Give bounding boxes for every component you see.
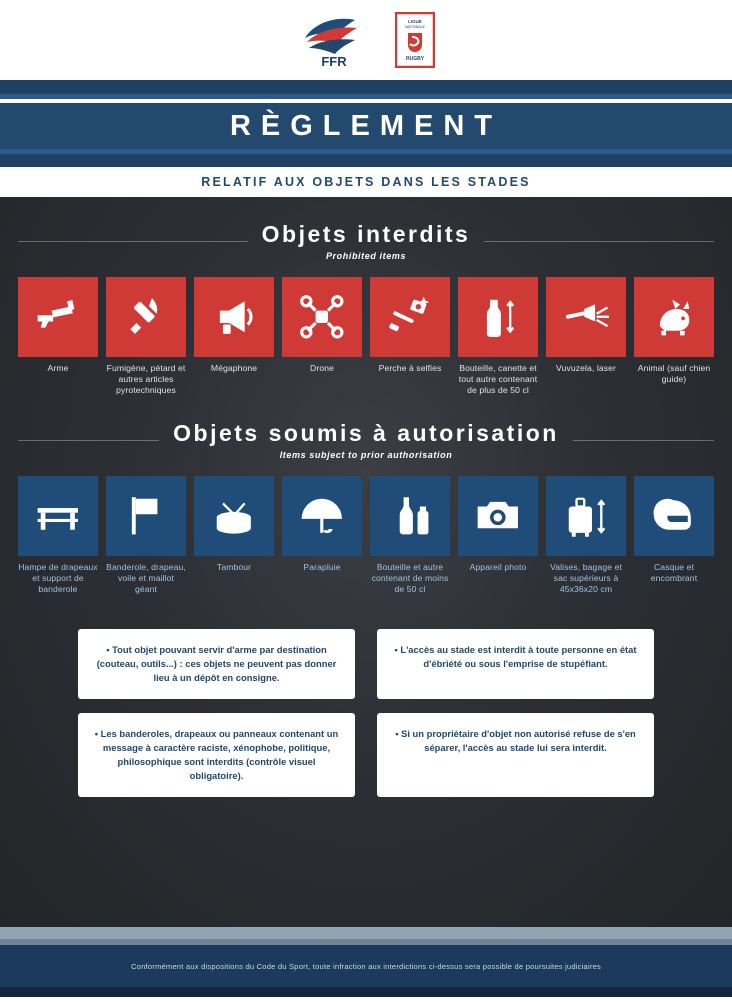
svg-text:NATIONALE: NATIONALE	[404, 25, 426, 29]
item-appareil-photo[interactable]	[458, 476, 538, 595]
item-drone[interactable]	[282, 277, 362, 396]
header-stripe-top	[0, 80, 732, 94]
item-bouteille-moins-50cl[interactable]	[370, 476, 450, 595]
page-subtitle: RELATIF AUX OBJETS DANS LES STADES	[201, 175, 531, 189]
item-perche-selfies[interactable]	[370, 277, 450, 396]
section-title-fr: Objets soumis à autorisation	[173, 420, 559, 446]
flag-pole-icon	[18, 476, 98, 556]
bottle-large-icon	[458, 277, 538, 357]
item-valises[interactable]	[546, 476, 626, 595]
bottle-small-icon	[370, 476, 450, 556]
item-label: Parapluie	[303, 562, 341, 572]
item-label: Casque et encombrant	[650, 562, 698, 583]
umbrella-icon	[282, 476, 362, 556]
item-label: Appareil photo	[469, 562, 527, 572]
item-arme[interactable]	[18, 277, 98, 396]
page-title: RÈGLEMENT	[229, 109, 503, 142]
title-band	[0, 103, 732, 149]
prohibited-items-grid	[18, 277, 714, 396]
item-casque[interactable]	[634, 476, 714, 595]
item-hampe-drapeaux[interactable]	[18, 476, 98, 595]
rule-left	[18, 440, 159, 441]
vuvuzela-laser-icon	[546, 277, 626, 357]
item-label: Perche à selfies	[378, 363, 442, 373]
footer-text: Conformément aux dispositions du Code du Sport, toute infraction aux interdictions ci-dessus sera possible de poursuites judiciaires	[130, 961, 602, 971]
rule-right	[484, 241, 714, 242]
drone-icon	[282, 277, 362, 357]
selfie-stick-icon	[370, 277, 450, 357]
item-vuvuzela-laser[interactable]	[546, 277, 626, 396]
footer-stripe-bottom	[0, 987, 732, 997]
note-card: • L'accès au stade est interdit à toute personne en état d'ébriété ou sous l'emprise de stupéfiant.	[377, 629, 654, 699]
item-parapluie[interactable]	[282, 476, 362, 595]
svg-text:FFR: FFR	[321, 54, 347, 68]
megaphone-icon	[194, 277, 274, 357]
ffr-logo	[297, 12, 371, 68]
lnr-logo	[395, 12, 435, 68]
item-label: Arme	[47, 363, 69, 373]
content-area	[0, 197, 732, 927]
camera-icon	[458, 476, 538, 556]
item-label: Animal (sauf chien guide)	[637, 363, 711, 384]
footer	[0, 945, 732, 987]
animal-icon	[634, 277, 714, 357]
item-label: Mégaphone	[210, 363, 258, 373]
section-title-fr: Objets interdits	[261, 221, 471, 247]
rule-right	[573, 440, 714, 441]
footer-stripe-light	[0, 927, 732, 939]
item-bouteille-plus-50cl[interactable]	[458, 277, 538, 396]
svg-text:LIGUE: LIGUE	[408, 19, 422, 24]
authorisation-items-grid	[18, 476, 714, 595]
item-label: Hampe de drapeaux et support de banderole	[18, 562, 98, 594]
note-card: • Si un propriétaire d'objet non autorisé refuse de s'en séparer, l'accès au stade lui sera interdit.	[377, 713, 654, 797]
item-label: Valises, bagage et sac supérieurs à 45x36x20 cm	[550, 562, 622, 594]
helmet-icon	[634, 476, 714, 556]
header-stripe-bottom	[0, 154, 732, 167]
header	[0, 80, 732, 197]
flare-icon	[106, 277, 186, 357]
item-label: Vuvuzela, laser	[556, 363, 616, 373]
weapon-icon	[18, 277, 98, 357]
item-label: Banderole, drapeau, voile et maillot géant	[106, 562, 186, 594]
section-header-authorisation	[18, 396, 714, 460]
notes-grid	[78, 629, 654, 797]
item-label: Bouteille, canette et tout autre contenant de plus de 50 cl	[458, 363, 538, 395]
item-banderole[interactable]	[106, 476, 186, 595]
rule-left	[18, 241, 248, 242]
item-label: Fumigène, pétard et autres articles pyrotechniques	[106, 363, 186, 395]
item-fumigene[interactable]	[106, 277, 186, 396]
section-header-prohibited	[18, 197, 714, 261]
item-label: Tambour	[216, 562, 252, 572]
section-title-en: Items subject to prior authorisation	[279, 450, 453, 460]
item-label: Drone	[310, 363, 334, 373]
item-animal[interactable]	[634, 277, 714, 396]
item-label: Bouteille et autre contenant de moins de 50 cl	[371, 562, 449, 594]
item-tambour[interactable]	[194, 476, 274, 595]
drum-icon	[194, 476, 274, 556]
item-megaphone[interactable]	[194, 277, 274, 396]
logo-band	[0, 0, 732, 80]
luggage-icon	[546, 476, 626, 556]
note-card: • Tout objet pouvant servir d'arme par destination (couteau, outils...) : ces objets ne peuvent pas donner lieu à un dépôt en consigne.	[78, 629, 355, 699]
note-card: • Les banderoles, drapeaux ou panneaux contenant un message à caractère raciste, xénophobe, politique, philosophique sont interdits (contrôle visuel obligatoire).	[78, 713, 355, 797]
subtitle-band	[0, 167, 732, 197]
svg-text:RUGBY: RUGBY	[405, 56, 425, 62]
section-title-en: Prohibited items	[325, 251, 407, 261]
banner-flag-icon	[106, 476, 186, 556]
